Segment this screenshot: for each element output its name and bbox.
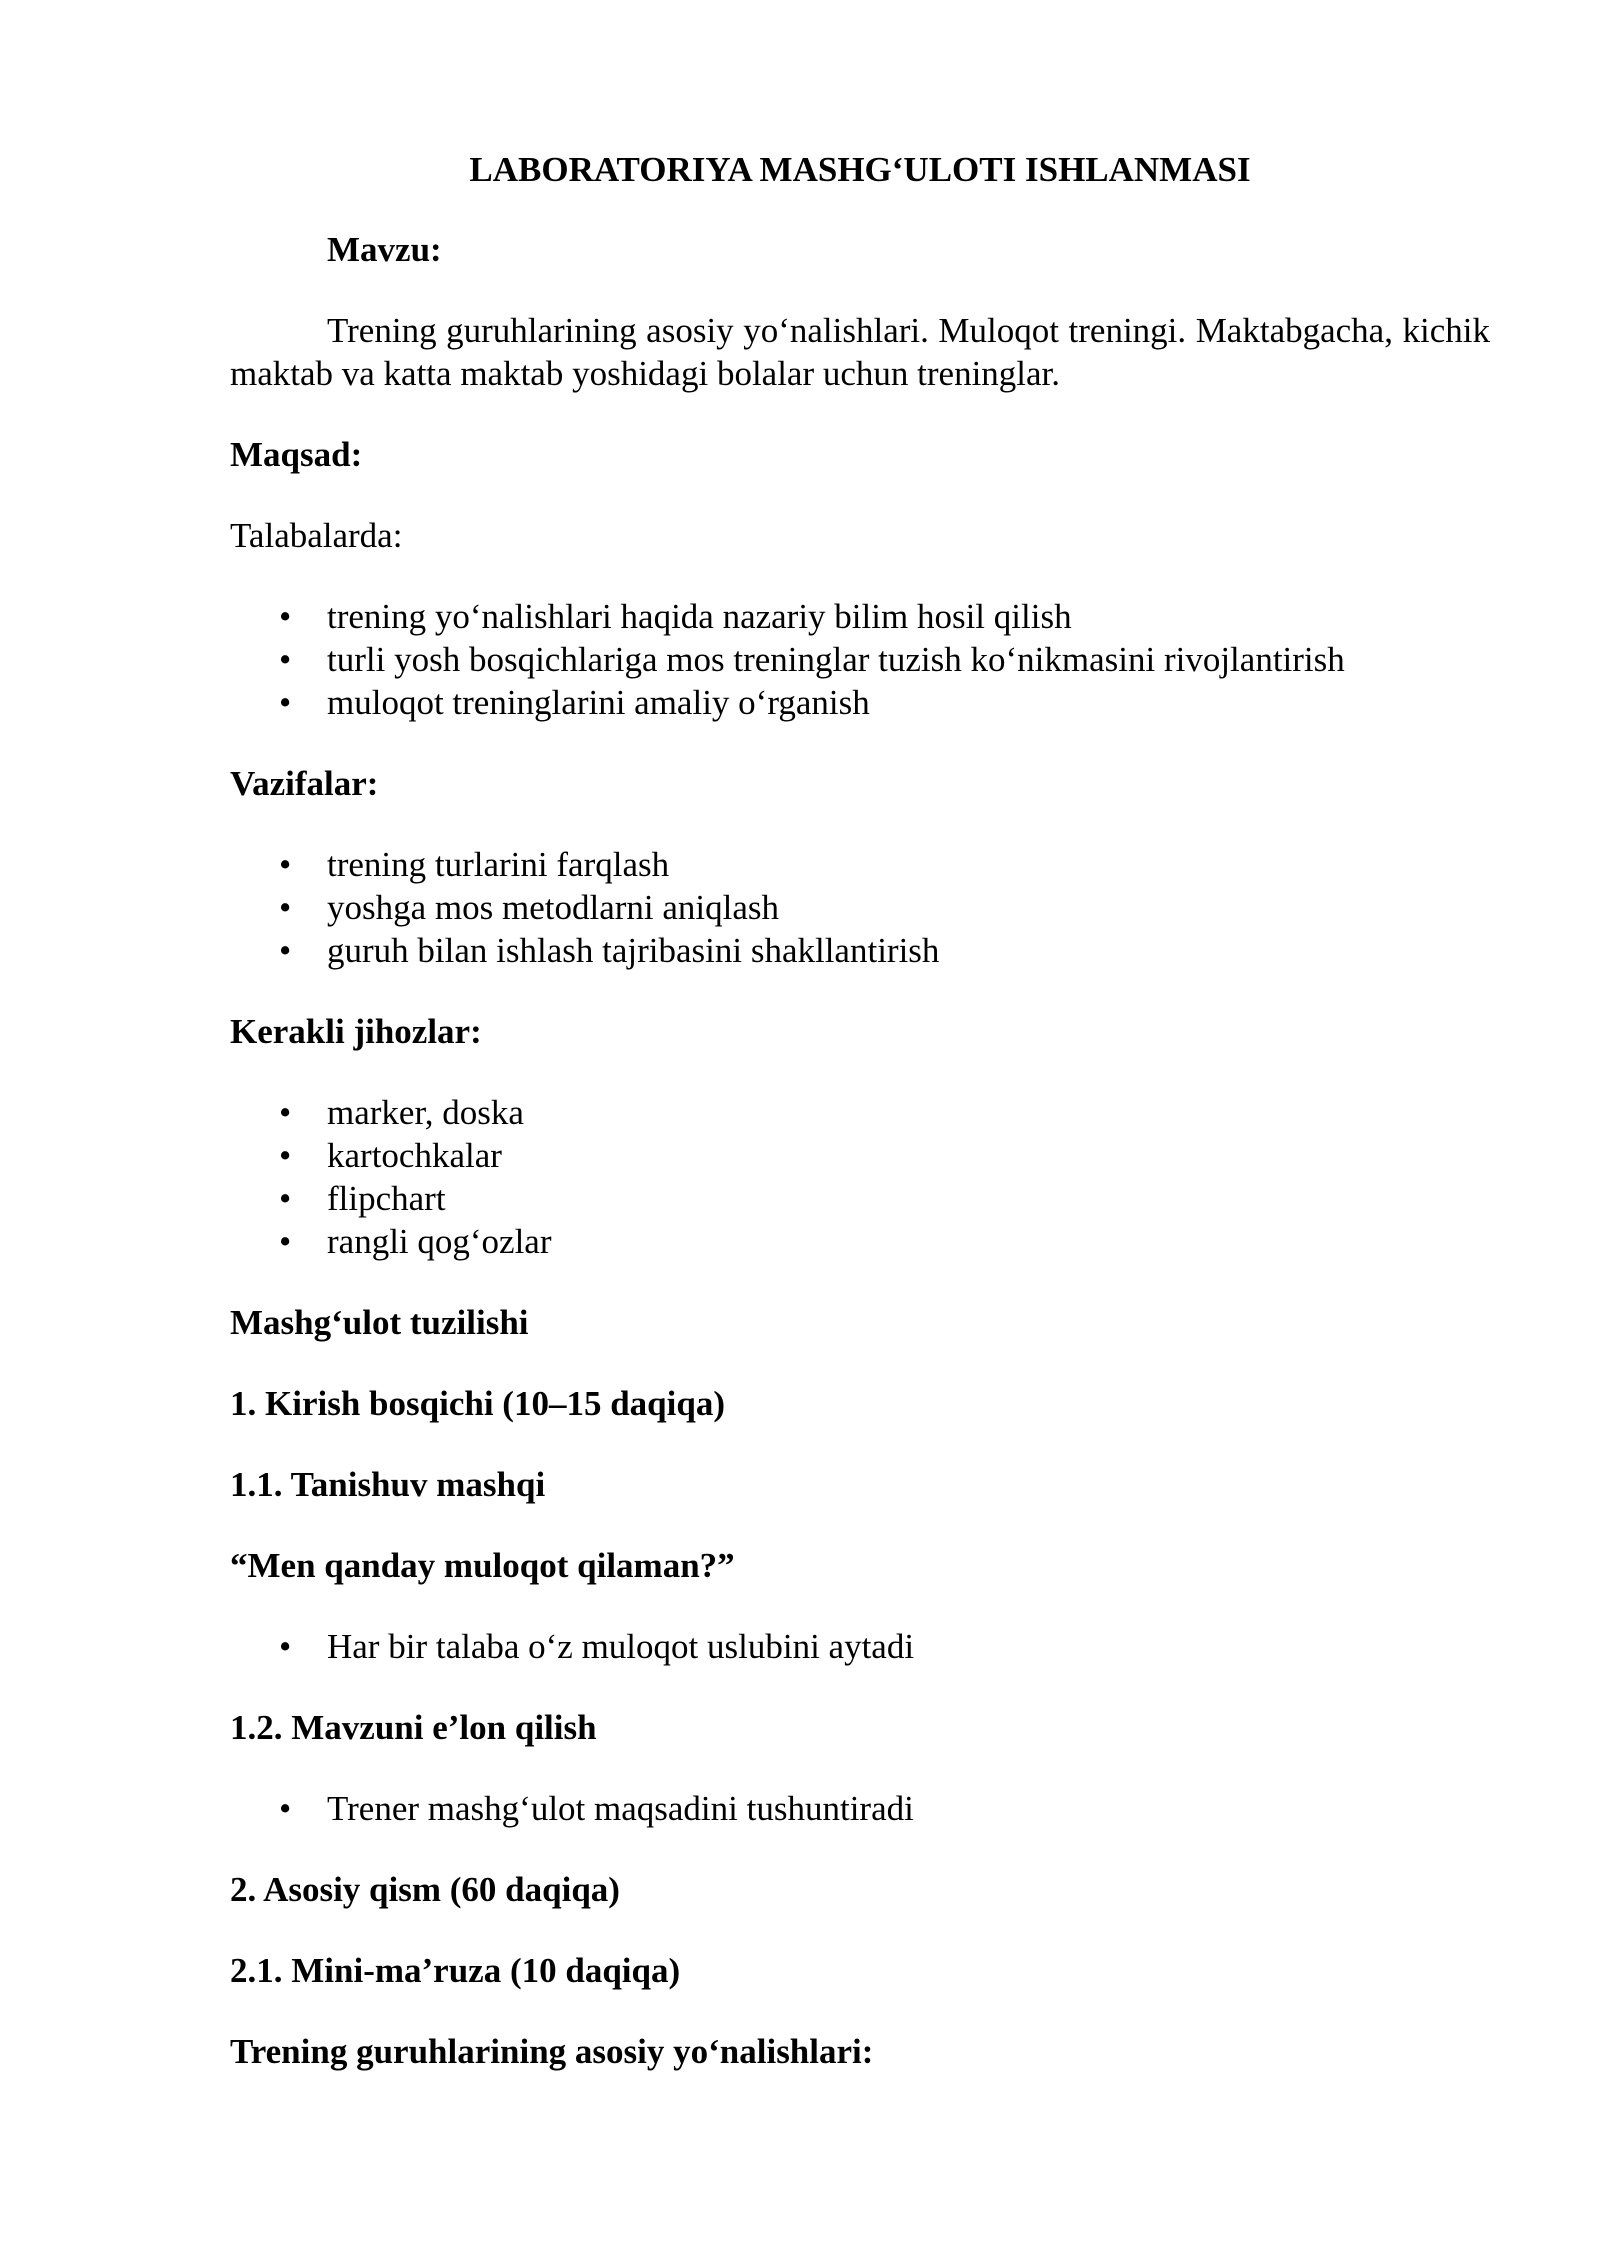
document-title: LABORATORIYA MASHG‘ULOTI ISHLANMASI: [469, 150, 1251, 189]
tanishuv-list: [230, 1625, 1490, 1668]
bullet-icon: •: [279, 640, 292, 679]
list-item: [230, 1220, 1490, 1263]
maqsad-label: Maqsad:: [230, 435, 363, 474]
list-item-text: Har bir talaba o‘z muloqot uslubini aytadi: [327, 1627, 915, 1666]
vazifalar-label: Vazifalar:: [230, 764, 379, 803]
list-item: [230, 929, 1490, 972]
elon-list: [230, 1787, 1490, 1830]
bullet-icon: •: [279, 1093, 292, 1132]
list-item: [230, 843, 1490, 886]
vazifalar-list: [230, 843, 1490, 972]
list-item: [230, 638, 1490, 681]
mavzu-label: Mavzu:: [327, 230, 442, 269]
list-item-text: trening yo‘nalishlari haqida nazariy bilim hosil qilish: [327, 597, 1072, 636]
list-item: [230, 1787, 1490, 1830]
document-body: [230, 148, 1490, 2111]
list-item-text: turli yosh bosqichlariga mos treninglar tuzish ko‘nikmasini rivojlantirish: [327, 640, 1345, 679]
bullet-icon: •: [279, 1222, 292, 1261]
list-item-text: guruh bilan ishlash tajribasini shakllantirish: [327, 931, 940, 970]
list-item-text: muloqot treninglarini amaliy o‘rganish: [327, 683, 870, 722]
list-item-text: kartochkalar: [327, 1136, 502, 1175]
yonalishlar-heading: Trening guruhlarining asosiy yo‘nalishlari:: [230, 2032, 874, 2071]
jihozlar-label: Kerakli jihozlar:: [230, 1012, 482, 1051]
bullet-icon: •: [279, 683, 292, 722]
tuzilishi-heading: Mashg‘ulot tuzilishi: [230, 1303, 529, 1342]
list-item-text: trening turlarini farqlash: [327, 845, 670, 884]
list-item-text: rangli qog‘ozlar: [327, 1222, 552, 1261]
list-item: [230, 1091, 1490, 1134]
talabalarda-label: Talabalarda:: [230, 516, 403, 555]
list-item: [230, 1177, 1490, 1220]
tanishuv-heading: 1.1. Tanishuv mashqi: [230, 1465, 546, 1504]
mini-maruza-heading: 2.1. Mini-ma’ruza (10 daqiqa): [230, 1951, 681, 1990]
bullet-icon: •: [279, 931, 292, 970]
maqsad-list: [230, 595, 1490, 724]
list-item-text: yoshga mos metodlarni aniqlash: [327, 888, 780, 927]
list-item: [230, 1625, 1490, 1668]
list-item-text: Trener mashg‘ulot maqsadini tushuntiradi: [327, 1789, 914, 1828]
bullet-icon: •: [279, 888, 292, 927]
bullet-icon: •: [279, 845, 292, 884]
asosiy-heading: 2. Asosiy qism (60 daqiqa): [230, 1870, 620, 1909]
bullet-icon: •: [279, 1136, 292, 1175]
list-item: [230, 886, 1490, 929]
kirish-heading: 1. Kirish bosqichi (10–15 daqiqa): [230, 1384, 725, 1423]
list-item: [230, 595, 1490, 638]
jihozlar-list: [230, 1091, 1490, 1263]
list-item-text: marker, doska: [327, 1093, 524, 1132]
elon-heading: 1.2. Mavzuni e’lon qilish: [230, 1708, 597, 1747]
list-item-text: flipchart: [327, 1179, 446, 1218]
bullet-icon: •: [279, 597, 292, 636]
bullet-icon: •: [279, 1789, 292, 1828]
list-item: [230, 1134, 1490, 1177]
mavzu-text: Trening guruhlarining asosiy yo‘nalishlari. Muloqot treningi. Maktabgacha, kichik maktab va katta maktab yoshidagi bolalar uchun treninglar.: [230, 311, 1490, 393]
men-qanday-heading: “Men qanday muloqot qilaman?”: [230, 1546, 735, 1585]
list-item: [230, 681, 1490, 724]
bullet-icon: •: [279, 1179, 292, 1218]
bullet-icon: •: [279, 1627, 292, 1666]
